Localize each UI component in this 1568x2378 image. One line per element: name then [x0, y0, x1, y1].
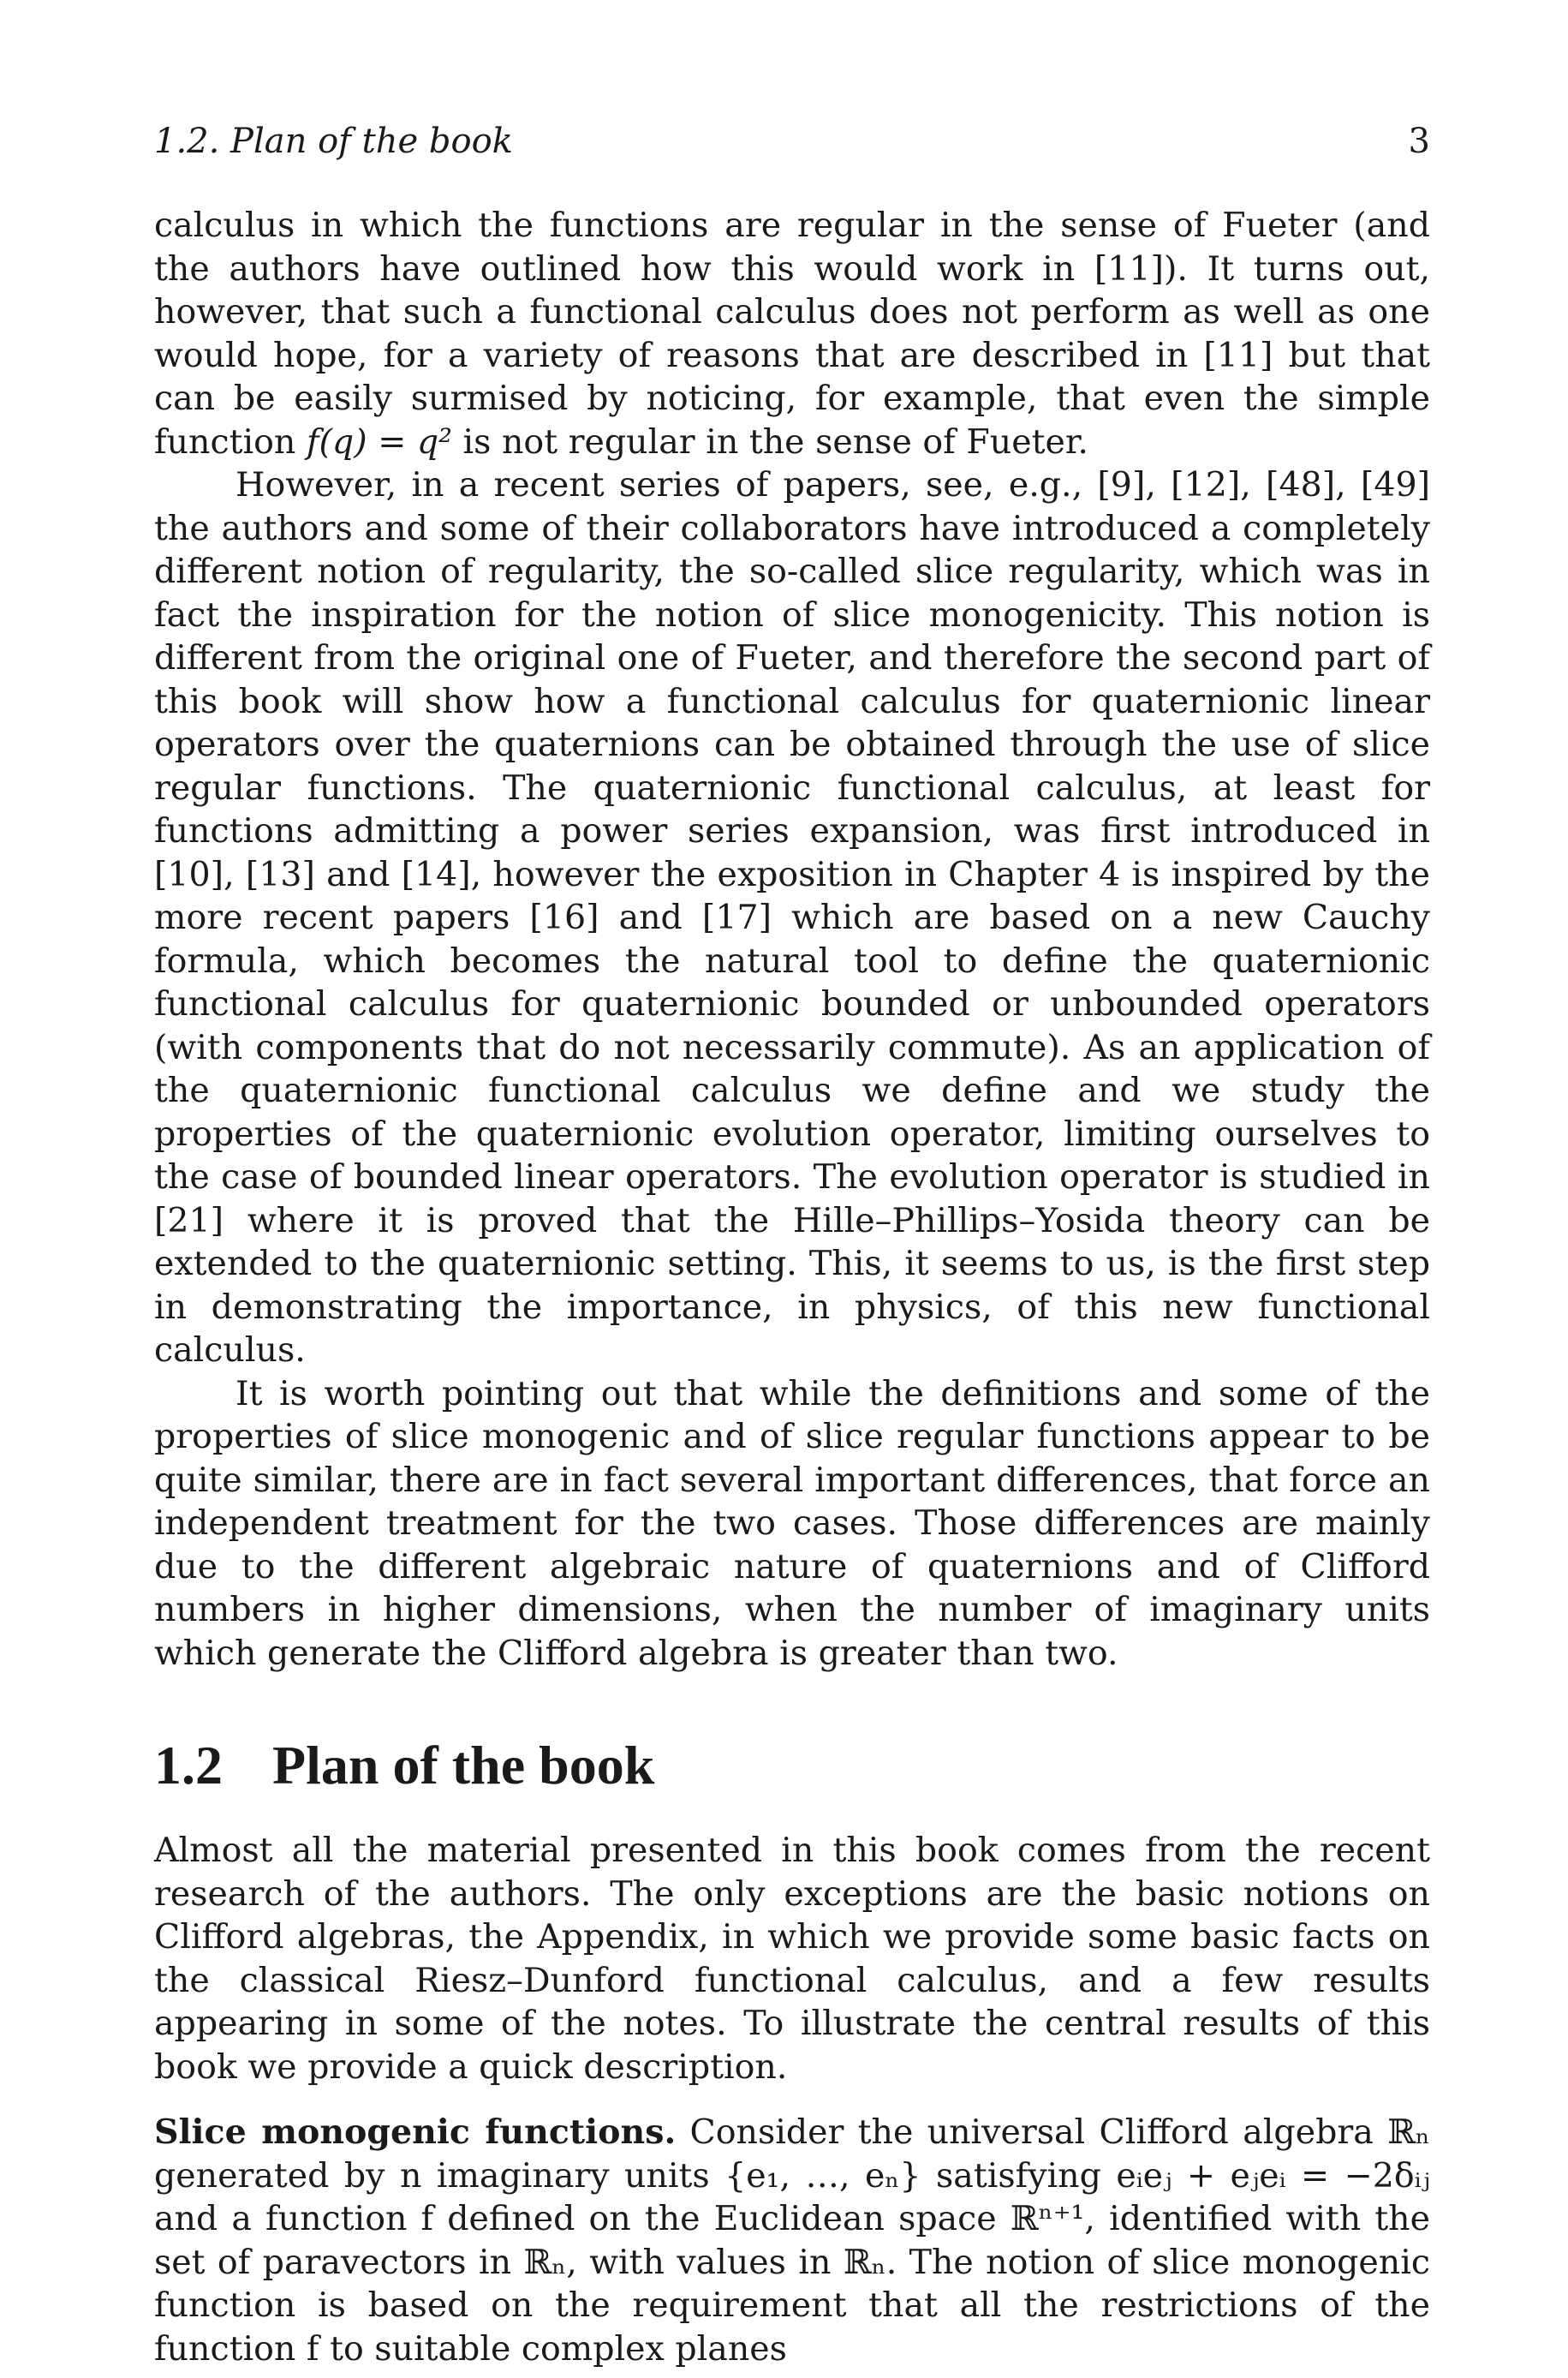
running-head-title: 1.2. Plan of the book	[154, 122, 513, 161]
paragraph: However, in a recent series of papers, see, e.g., [9], [12], [48], [49] the authors and some of their collaborators have introduced a completely different notion of regularity, the so-called slice regularity, which was in fact the inspiration for the notion of slice monogenicity. This notion is different from the original one of Fueter, and therefore the second part of this book will show how a functional calculus for quaternionic linear operators over the quaternions can be obtained through the use of slice regular functions. The quaternionic functional calculus, at least for functions admitting a power series expansion, was first introduced in [10], [13] and [14], however the exposition in Chapter 4 is inspired by the more recent papers [16] and [17] which are based on a new Cauchy formula, which becomes the natural tool to define the quaternionic functional calculus for quaternionic bounded or unbounded operators (with components that do not necessarily commute). As an application of the quaternionic functional calculus we define and we study the properties of the quaternionic evolution operator, limiting ourselves to the case of bounded linear operators. The evolution operator is studied in [21] where it is proved that the Hille–Phillips–Yosida theory can be extended to the quaternionic setting. This, it seems to us, is the first step in demonstrating the importance, in physics, of this new functional calculus.	[154, 465, 1430, 1370]
paragraph-text: Consider the universal Clifford algebra ℝₙ generated by n imaginary units {e₁, …, eₙ} satisfying eᵢeⱼ + eⱼeᵢ = −2δᵢⱼ and a function f defined on the Euclidean space ℝⁿ⁺¹, identified with the set of paravectors in ℝₙ, with values in ℝₙ. The notion of slice monogenic function is based on the requirement that all the restrictions of the function f to suitable complex planes	[154, 2112, 1431, 2369]
running-head	[154, 120, 1430, 163]
paragraph-text: calculus in which the functions are regular in the sense of Fueter (and the authors have outlined how this would work in [11]). It turns out, however, that such a functional calculus does not perform as well as one would hope, for a variety of reasons that are described in [11] but that can be easily surmised by noticing, for example, that even the simple function	[154, 206, 1430, 462]
page-number: 3	[1408, 122, 1430, 161]
paragraph-run-in	[154, 2111, 1430, 2370]
run-in-heading: Slice monogenic functions.	[154, 2112, 677, 2152]
paragraph-continuation	[154, 204, 1430, 463]
section-heading	[154, 1731, 1430, 1800]
math-expression: f(q) = q²	[306, 421, 452, 462]
paragraph-text: is not regular in the sense of Fueter.	[451, 421, 1088, 462]
book-page	[154, 120, 1430, 2370]
section-number: 1.2	[154, 1735, 223, 1795]
paragraph: Almost all the material presented in this book comes from the recent research of the authors. The only exceptions are the basic notions on Clifford algebras, the Appendix, in which we provide some basic facts on the classical Riesz–Dunford functional calculus, and a few results appearing in some of the notes. To illustrate the central results of this book we provide a quick description.	[154, 1831, 1430, 2087]
paragraph: It is worth pointing out that while the definitions and some of the properties of slice monogenic and of slice regular functions appear to be quite similar, there are in fact several important differences, that force an independent treatment for the two cases. Those differences are mainly due to the different algebraic nature of quaternions and of Clifford numbers in higher dimensions, when the number of imaginary units which generate the Clifford algebra is greater than two.	[154, 1373, 1430, 1673]
section-title: Plan of the book	[272, 1735, 655, 1795]
